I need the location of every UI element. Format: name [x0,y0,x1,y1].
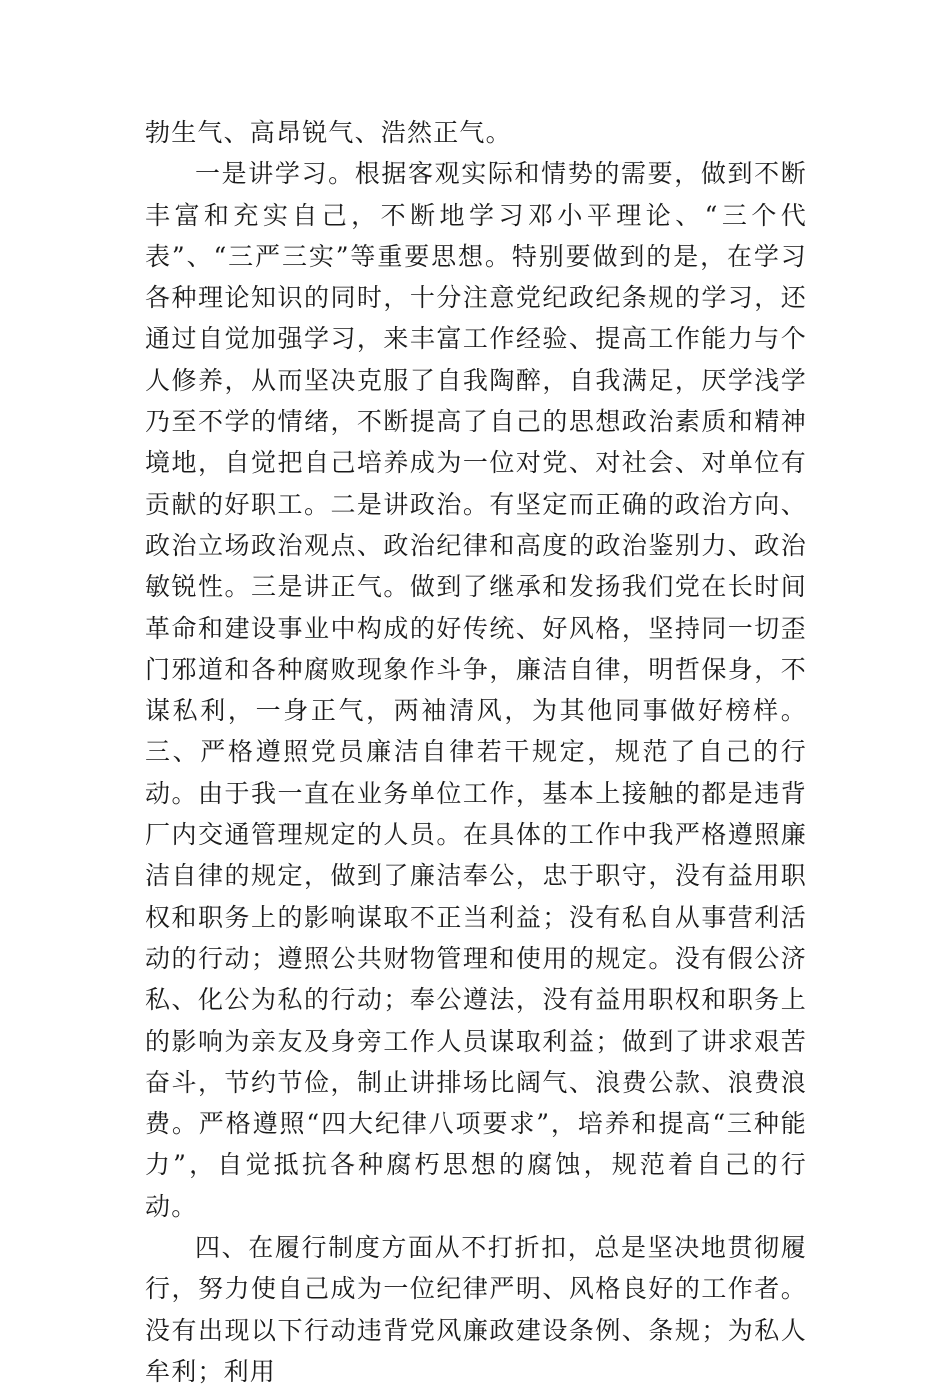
paragraph-continuation: 勃生气、高昂锐气、浩然正气。 [145,118,512,147]
paragraph-system-implementation: 四、在履行制度方面从不打折扣，总是坚决地贯彻履行，努力使自己成为一位纪律严明、风格良好的工作者。没有出现以下行动违背党风廉政建设条例、条规；为私人牟利；利用 [145,1233,807,1386]
paragraph-study-politics-integrity: 一是讲学习。根据客观实际和情势的需要，做到不断丰富和充实自己，不断地学习邓小平理论、“三个代表”、“三严三实”等重要思想。特别要做到的是，在学习各种理论知识的同时，十分注意党纪政纪条规的学习，还通过自觉加强学习，来丰富工作经验、提高工作能力与个人修养，从而坚决克服了自我陶醉，自我满足，厌学浅学乃至不学的情绪，不断提高了自己的思想政治素质和精神境地，自觉把自己培养成为一位对党、对社会、对单位有贡献的好职工。二是讲政治。有坚定而正确的政治方向、政治立场政治观点、政治纪律和高度的政治鉴别力、政治敏锐性。三是讲正气。做到了继承和发扬我们党在长时间革命和建设事业中构成的好传统、好风格，坚持同一切歪门邪道和各种腐败现象作斗争，廉洁自律，明哲保身，不谋私利，一身正气，两袖清风，为其他同事做好榜样。三、严格遵照党员廉洁自律若干规定，规范了自己的行动。由于我一直在业务单位工作，基本上接触的都是违背厂内交通管理规定的人员。在具体的工作中我严格遵照廉洁自律的规定，做到了廉洁奉公，忠于职守，没有益用职权和职务上的影响谋取不正当利益；没有私自从事营利活动的行动；遵照公共财物管理和使用的规定。没有假公济私、化公为私的行动；奉公遵法，没有益用职权和职务上的影响为亲友及身旁工作人员谋取利益；做到了讲求艰苦奋斗，节约节俭，制止讲排场比阔气、浪费公款、浪费浪费。严格遵照“四大纪律八项要求”，培养和提高“三种能力”，自觉抵抗各种腐朽思想的腐蚀，规范着自己的行动。 [145,159,807,1221]
document-body [145,112,807,1392]
